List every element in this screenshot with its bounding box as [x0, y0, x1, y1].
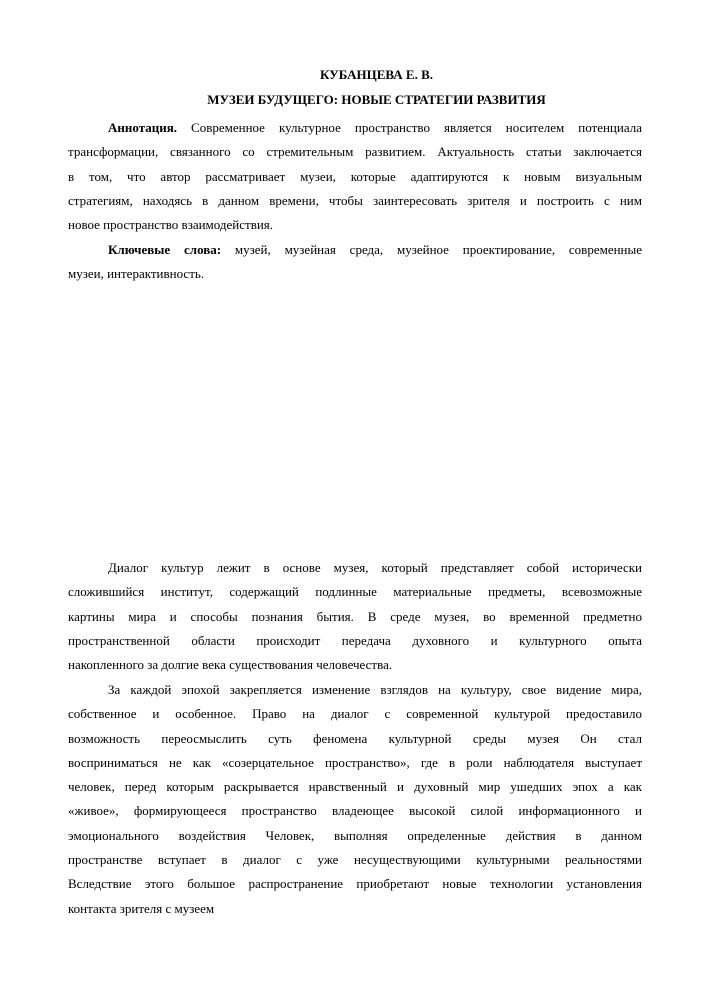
abstract-text: Современное культурное пространство является носителем потенциала — [177, 120, 642, 135]
body-line: За каждой эпохой закрепляется изменение взглядов на культуру, свое видение мира, — [108, 682, 642, 697]
author-heading: КУБАНЦЕВА Е. В. — [320, 67, 433, 82]
keywords-line — [68, 238, 642, 262]
keywords-text: музей, музейная среда, музейное проектирование, современные — [221, 242, 643, 257]
body-line: возможность переосмыслить суть феномена культурной среды музея Он стал — [68, 730, 642, 746]
abstract-label: Аннотация. — [108, 120, 178, 135]
body-paragraph-1 — [68, 556, 642, 677]
abstract-paragraph — [68, 116, 642, 237]
keywords-label: Ключевые слова: — [108, 242, 222, 257]
body-paragraph-2 — [68, 678, 642, 921]
abstract-line: в том, что автор рассматривает музеи, которые адаптируются к новым визуальным — [68, 168, 642, 184]
abstract-line — [68, 116, 642, 140]
keywords-line: музеи, интерактивность. — [68, 266, 205, 282]
body-line: человек, перед которым раскрывается нравственный и духовный мир ушедших эпох а как — [68, 779, 642, 795]
body-line: картины мира и способы познания бытия. В среде музея, во временной предметно — [68, 608, 642, 624]
body-line: эмоционального воздействия Человек, выполняя определенные действия в данном — [68, 827, 642, 843]
body-line: накопленного за долгие века существования человечества. — [68, 657, 393, 673]
body-line: Диалог культур лежит в основе музея, который представляет собой исторически — [108, 560, 642, 575]
body-line: пространственной области происходит передача духовного и культурного опыта — [68, 632, 642, 648]
body-line: пространстве вступает в диалог с уже несуществующими культурными реальностями — [68, 852, 642, 868]
abstract-line: трансформации, связанного со стремительным развитием. Актуальность статьи заключается — [68, 144, 642, 160]
keywords-paragraph — [68, 238, 642, 287]
abstract-line: стратегиям, находясь в данном времени, чтобы заинтересовать зрителя и построить с ним — [68, 192, 642, 208]
body-line: Вследствие этого большое распространение приобретают новые технологии установления — [68, 876, 642, 892]
body-line: «живое», формирующееся пространство владеющее высокой силой информационного и — [68, 803, 642, 819]
body-line: контакта зрителя с музеем — [68, 900, 215, 916]
article-title: МУЗЕИ БУДУЩЕГО: НОВЫЕ СТРАТЕГИИ РАЗВИТИЯ — [207, 92, 546, 107]
abstract-line: новое пространство взаимодействия. — [68, 217, 274, 233]
body-line: собственное и особенное. Право на диалог с современной культурой предоставило — [68, 706, 642, 722]
body-line: сложившийся институт, содержащий подлинные материальные предметы, всевозможные — [68, 584, 642, 600]
body-line: восприниматься не как «созерцательное пространство», где в роли наблюдателя выступает — [68, 754, 642, 770]
